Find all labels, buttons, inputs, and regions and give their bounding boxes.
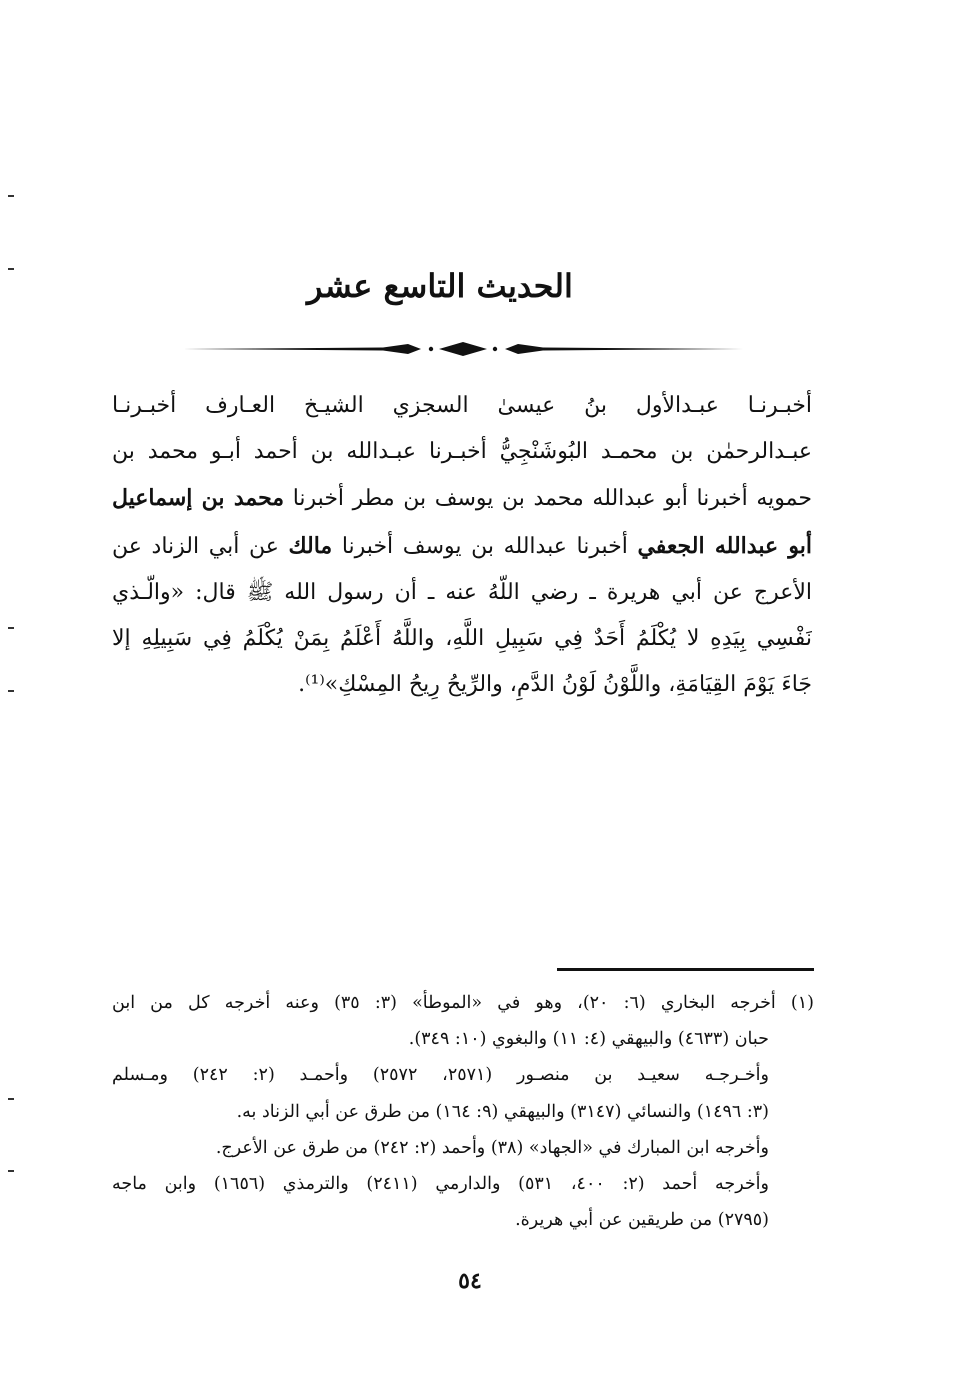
margin-mark xyxy=(8,1170,14,1172)
footnote-line: (٣: ١٤٩٦) والنسائي (٣١٤٧) والبيهقي (٩: ١٦٤) من طرق عن أبي الزناد به. xyxy=(236,1101,769,1122)
text-line: أخبـرنـا عبـدالأول بنُ عيسىٰ السجزي الشيـخ العـارف أخبـرنـا xyxy=(112,393,812,418)
page-number: ٥٤ xyxy=(458,1268,482,1294)
footnote-line: (٢٧٩٥) من طريقين عن أبي هريرة. xyxy=(515,1210,769,1231)
margin-mark xyxy=(8,1098,14,1100)
text-line: جَاءَ يَوْمَ القِيَامَةِ، واللَّوْنُ لَوْنُ الدَّمِ، والرِّيحُ رِيحُ المِسْكِ»⁽¹⁾. xyxy=(298,672,812,698)
footnote-line: حبان (٤٦٣٣) والبيهقي (٤: ١١) والبغوي (١٠: ٣٤٩). xyxy=(408,1029,769,1050)
footnote-separator xyxy=(557,968,814,971)
chapter-title: الحديث التاسع عشر xyxy=(307,267,573,305)
margin-mark xyxy=(8,690,14,692)
margin-mark xyxy=(8,195,14,197)
text-line: عبـدالرحمٰن بن محمـد البُوشَنْجِيُّ أخبـرنا عبـدالله بن أحمد أبـو محمد بن xyxy=(112,439,812,465)
text-segment: أخبرنا عبدالله بن يوسف أخبرنا xyxy=(332,533,638,559)
narrator-name: أبو عبدالله الجعفي xyxy=(637,532,812,559)
title-ornament-divider xyxy=(183,336,743,362)
footnote-line: (١) أخرجه البخاري (٦: ٢٠)، وهو في «الموطأ» (٣: ٣٥) وعنه أخرجه كل من ابن xyxy=(112,993,814,1013)
hadith-text xyxy=(112,383,812,708)
text-line: نَفْسِي بِيَدِهِ لا يُكْلَمُ أَحَدٌ فِي سَبِيلِ اللَّهِ، واللَّهُ أَعْلَمُ بِمَنْ يُكْلَمُ فِي سَبِيلِهِ إلا xyxy=(112,626,812,652)
text-line xyxy=(112,475,812,522)
margin-mark xyxy=(8,268,14,270)
footnote-line: وأخرجه ابن المبارك في «الجهاد» (٣٨) وأحمد (٢: ٢٤٢) من طرق عن الأعرج. xyxy=(215,1137,769,1158)
footnote-line: وأخـرجـه سعيـد بن منصـور (٢٥٧١، ٢٥٧٢) وأحمـد (٢: ٢٤٢) ومـسلم xyxy=(112,1065,769,1086)
text-line: الأعرج عن أبي هريرة ـ رضي اللّهُ عنه ـ أن رسول الله ﷺ قال: «والّـذي xyxy=(112,579,812,605)
text-segment: حمويه أخبرنا أبو عبدالله محمد بن يوسف بن مطر أخبرنا xyxy=(284,486,812,512)
text-line xyxy=(112,523,812,570)
footnotes xyxy=(112,985,814,1238)
text-segment: عن أبي الزناد عن xyxy=(112,533,289,559)
margin-mark xyxy=(8,627,14,629)
footnote-line: وأخرجه أحمد (٢: ٤٠٠، ٥٣١) والدارمي (٢٤١١) والترمذي (١٦٥٦) وابن ماجه xyxy=(112,1174,769,1195)
narrator-name: مالك xyxy=(288,532,333,559)
narrator-name: محمد بن إسماعيل xyxy=(112,485,285,512)
